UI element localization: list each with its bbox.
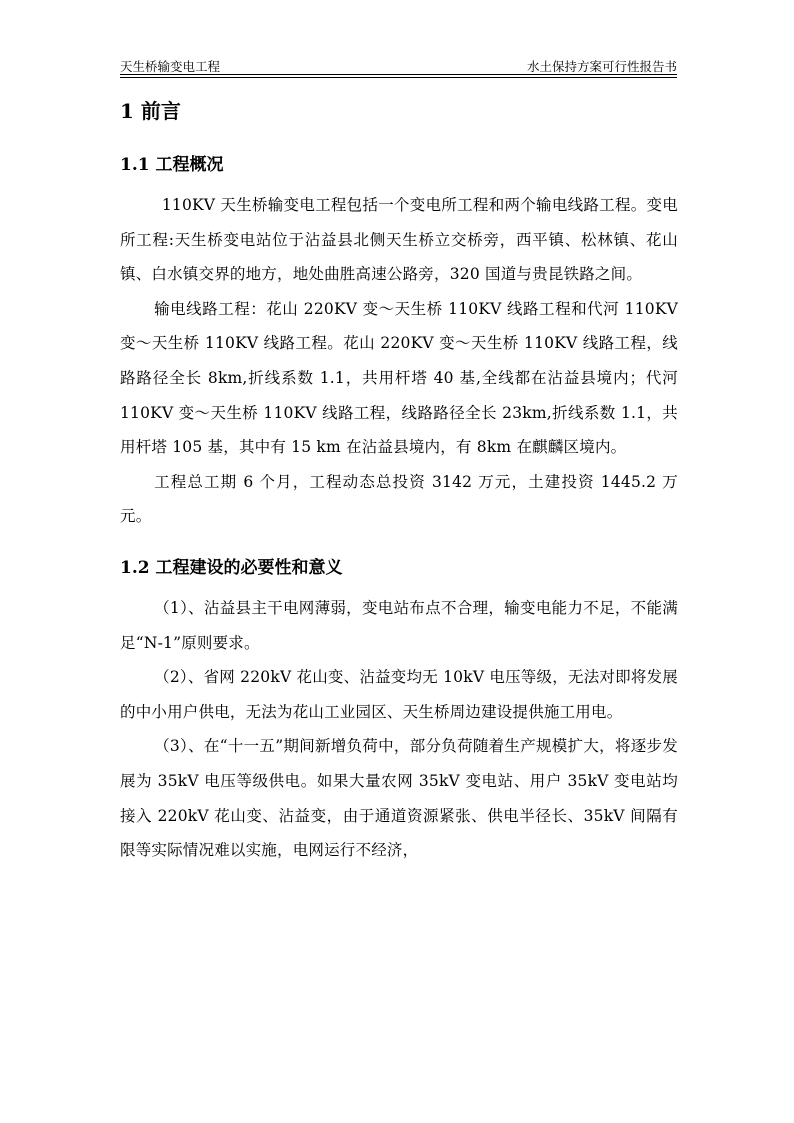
header-divider xyxy=(120,77,677,78)
section-title-necessity: 1.2 工程建设的必要性和意义 xyxy=(120,557,343,578)
header-project-name: 天生桥输变电工程 xyxy=(120,59,221,74)
paragraph-overview-lines: 输电线路工程：花山 220KV 变～天生桥 110KV 线路工程和代河 110KV 变～天生桥 110KV 线路工程。花山 220KV 变～天生桥 110KV 线路工程，线路路径全长 8km,折线系数 1.1，共用杆塔 40 基,全线都在沾益县境内；代河 110KV 变～天生桥 110KV 线路工程，线路路径全长 23km,折线系数 1.1，共用杆塔 105 基，其中有 15 km 在沾益县境内，有 8km 在麒麟区境内。 xyxy=(120,299,678,457)
paragraph-necessity-1: （1）、沾益县主干电网薄弱，变电站布点不合理，输变电能力不足，不能满足“N-1”原则要求。 xyxy=(120,598,678,652)
document-body xyxy=(120,92,678,868)
paragraph-overview-schedule: 工程总工期 6 个月，工程动态总投资 3142 万元，土建投资 1445.2 万元。 xyxy=(120,472,678,526)
paragraph-necessity-2: （2）、省网 220kV 花山变、沾益变均无 10kV 电压等级，无法对即将发展的中小用户供电，无法为花山工业园区、天生桥周边建设提供施工用电。 xyxy=(120,668,678,721)
paragraph-necessity-3: （3）、在“十一五”期间新增负荷中，部分负荷随着生产规模扩大，将逐步发展为 35kV 电压等级供电。如果大量农网 35kV 变电站、用户 35kV 变电站均接入 220kV 花山变、沾益变，由于通道资源紧张、供电半径长、35kV 间隔有限等实际情况难以实施，电网运行不经济， xyxy=(120,737,678,860)
chapter-title: 1 前言 xyxy=(120,99,181,123)
paragraph-overview-substation: 110KV 天生桥输变电工程包括一个变电所工程和两个输电线路工程。变电所工程:天生桥变电站位于沾益县北侧天生桥立交桥旁，西平镇、松林镇、花山镇、白水镇交界的地方，地处曲胜高速公路旁，320 国道与贵昆铁路之间。 xyxy=(120,196,678,284)
header-document-title: 水土保持方案可行性报告书 xyxy=(526,59,677,74)
section-title-project-overview: 1.1 工程概况 xyxy=(120,155,224,175)
page-header xyxy=(120,56,677,75)
